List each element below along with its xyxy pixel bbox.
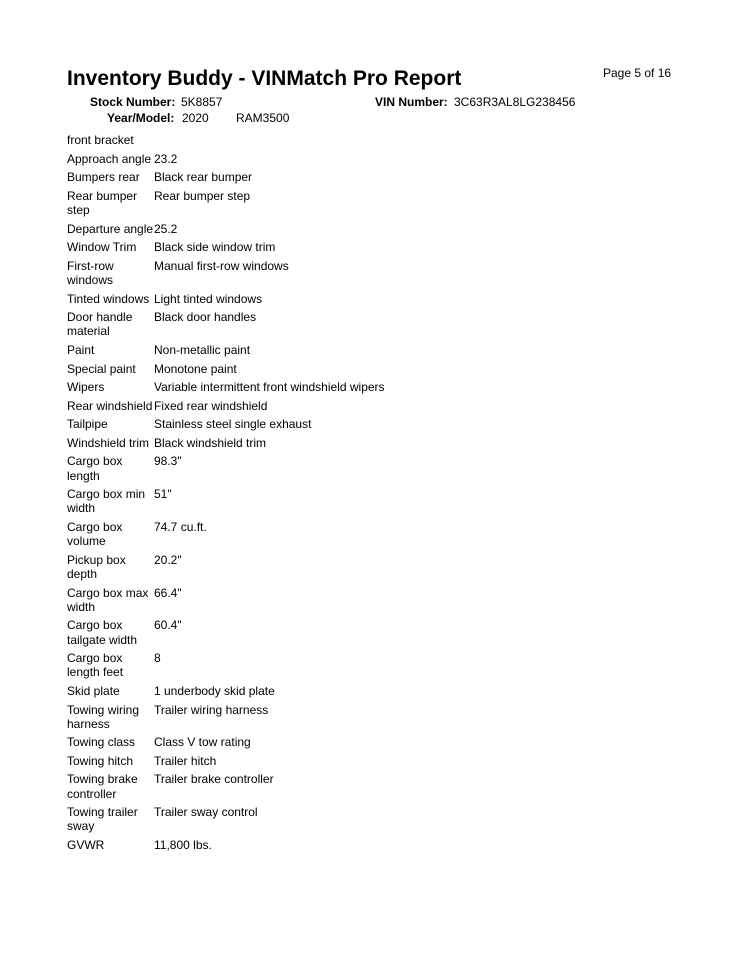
spec-value: Black side window trim [154, 240, 276, 255]
spec-value: Black rear bumper [154, 170, 253, 185]
spec-label: First-row windows [67, 258, 114, 288]
spec-row [67, 257, 707, 290]
stock-number-label [90, 95, 175, 110]
spec-label: Rear bumper step [67, 188, 138, 218]
spec-row [67, 733, 707, 752]
year-label: Year/Model: [107, 111, 175, 125]
spec-row [67, 616, 707, 649]
spec-row [67, 168, 707, 187]
spec-row [67, 341, 707, 360]
spec-value: Manual first-row windows [154, 258, 289, 273]
spec-label: Special paint [67, 361, 136, 376]
spec-label: Towing trailer sway [67, 805, 138, 834]
spec-value: Class V tow rating [154, 735, 251, 750]
spec-label: Tinted windows [67, 291, 150, 306]
spec-label: Towing hitch [67, 753, 134, 768]
spec-list [67, 131, 707, 854]
spec-row [67, 752, 707, 771]
model-value: RAM3500 [236, 111, 290, 125]
spec-value: 23.2 [154, 151, 178, 166]
spec-label: Cargo box length [67, 454, 123, 483]
spec-label: Bumpers rear [67, 170, 140, 185]
spec-label: Cargo box tailgate width [67, 618, 138, 647]
spec-label: Windshield trim [67, 435, 150, 450]
spec-value: Stainless steel single exhaust [154, 417, 312, 432]
spec-label: GVWR [67, 838, 105, 853]
spec-row [67, 836, 707, 855]
spec-label: Door handle material [67, 310, 133, 339]
spec-label: Skid plate [67, 683, 120, 698]
spec-value: Non-metallic paint [154, 343, 251, 357]
spec-row [67, 220, 707, 239]
spec-value: Rear bumper step [154, 188, 251, 203]
spec-label: Cargo box volume [67, 520, 123, 549]
vin-label: VIN Number: [375, 95, 448, 109]
spec-row [67, 518, 707, 551]
spec-row [67, 378, 707, 397]
spec-label: Cargo box max width [67, 585, 149, 614]
spec-value: Monotone paint [154, 361, 237, 376]
stock-number-value: 5K8857 [181, 95, 223, 109]
spec-row [67, 770, 707, 803]
spec-row [67, 289, 707, 308]
spec-row [67, 397, 707, 416]
spec-row [67, 452, 707, 485]
spec-value: Black door handles [154, 310, 257, 325]
spec-value: 66.4" [154, 585, 182, 600]
spec-row [67, 803, 707, 836]
spec-label: front bracket [67, 133, 134, 148]
spec-value: Variable intermittent front windshield wipers [154, 380, 385, 395]
spec-label: Departure angle [67, 221, 154, 236]
stock-label: Stock Number: [90, 95, 176, 109]
spec-value: 51" [154, 487, 172, 502]
spec-value: Trailer sway control [154, 805, 258, 820]
spec-label: Cargo box min width [67, 487, 146, 516]
spec-row [67, 682, 707, 701]
year-model-label [107, 111, 174, 126]
spec-label: Rear windshield [67, 398, 153, 413]
spec-label: Tailpipe [67, 417, 108, 432]
spec-row [67, 150, 707, 169]
spec-value [154, 133, 707, 147]
spec-label: Paint [67, 343, 95, 357]
spec-value: Trailer brake controller [154, 772, 274, 787]
spec-row [67, 583, 707, 616]
spec-label: Wipers [67, 380, 105, 395]
spec-label: Towing class [67, 735, 136, 750]
spec-row [67, 551, 707, 584]
spec-value: 74.7 cu.ft. [154, 520, 207, 535]
spec-label: Cargo box length feet [67, 651, 124, 680]
spec-value: 20.2" [154, 552, 182, 567]
spec-row [67, 308, 707, 341]
vin-number-label [375, 95, 448, 110]
year-value: 2020 [182, 111, 209, 125]
spec-value: Trailer hitch [154, 753, 217, 768]
spec-value: Fixed rear windshield [154, 398, 268, 413]
spec-label: Pickup box depth [67, 552, 126, 582]
spec-row [67, 700, 707, 733]
spec-row [67, 434, 707, 453]
spec-value: Trailer wiring harness [154, 702, 269, 717]
spec-label: Approach angle [67, 151, 152, 166]
spec-row [67, 238, 707, 257]
vin-number-value: 3C63R3AL8LG238456 [454, 95, 576, 109]
spec-row [67, 359, 707, 378]
spec-row [67, 485, 707, 518]
page-number: Page 5 of 16 [603, 66, 672, 80]
report-title: Inventory Buddy - VINMatch Pro Report [67, 67, 462, 90]
spec-value: Black windshield trim [154, 435, 267, 450]
spec-row [67, 187, 707, 220]
spec-row [67, 131, 707, 150]
spec-label: Towing brake controller [67, 772, 138, 801]
spec-value: 1 underbody skid plate [154, 683, 275, 698]
spec-value: 60.4" [154, 618, 182, 633]
spec-row [67, 415, 707, 434]
spec-value: 25.2 [154, 221, 178, 236]
spec-row [67, 649, 707, 682]
spec-value: 8 [154, 651, 161, 666]
spec-value: 98.3" [154, 454, 182, 469]
spec-value: 11,800 lbs. [154, 838, 212, 853]
spec-value: Light tinted windows [154, 291, 263, 306]
spec-label: Towing wiring harness [67, 702, 140, 731]
spec-label: Window Trim [67, 240, 137, 255]
